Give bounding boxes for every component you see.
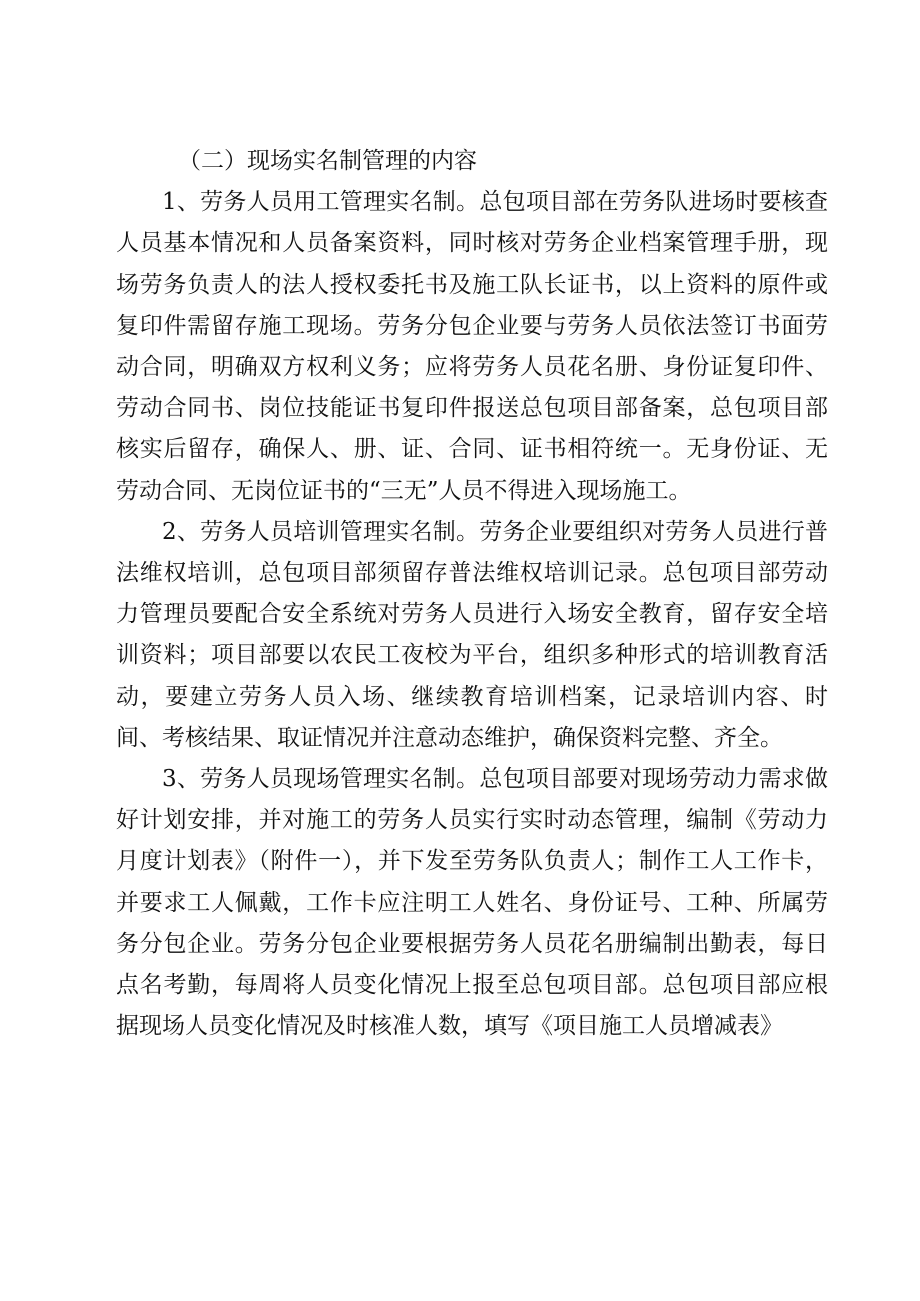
document-body [116, 141, 828, 1047]
paragraph-labor-employment: 1、劳务人员用工管理实名制。总包项目部在劳务队进场时要核查人员基本情况和人员备案资料，同时核对劳务企业档案管理手册，现场劳务负责人的法人授权委托书及施工队长证书，以上资料的原件或复印件需留存施工现场。劳务分包企业要与劳务人员依法签订书面劳动合同，明确双方权利义务；应将劳务人员花名册、身份证复印件、劳动合同书、岗位技能证书复印件报送总包项目部备案，总包项目部核实后留存，确保人、册、证、合同、证书相符统一。无身份证、无劳动合同、无岗位证书的“三无”人员不得进入现场施工。 [116, 189, 828, 504]
paragraph-labor-training: 2、劳务人员培训管理实名制。劳务企业要组织对劳务人员进行普法维权培训，总包项目部须留存普法维权培训记录。总包项目部劳动力管理员要配合安全系统对劳务人员进行入场安全教育，留存安全培训资料；项目部要以农民工夜校为平台，组织多种形式的培训教育活动，要建立劳务人员入场、继续教育培训档案，记录培训内容、时间、考核结果、取证情况并注意动态维护，确保资料完整、齐全。 [116, 518, 828, 751]
section-heading: （二）现场实名制管理的内容 [178, 148, 477, 174]
paragraph-site-management: 3、劳务人员现场管理实名制。总包项目部要对现场劳动力需求做好计划安排，并对施工的劳务人员实行实时动态管理，编制《劳动力月度计划表》（附件一），并下发至劳务队负责人；制作工人工作卡，并要求工人佩戴，工作卡应注明工人姓名、身份证号、工种、所属劳务分包企业。劳务分包企业要根据劳务人员花名册编制出勤表，每日点名考勤，每周将人员变化情况上报至总包项目部。总包项目部应根据现场人员变化情况及时核准人数，填写《项目施工人员增减表》 [116, 766, 828, 1040]
